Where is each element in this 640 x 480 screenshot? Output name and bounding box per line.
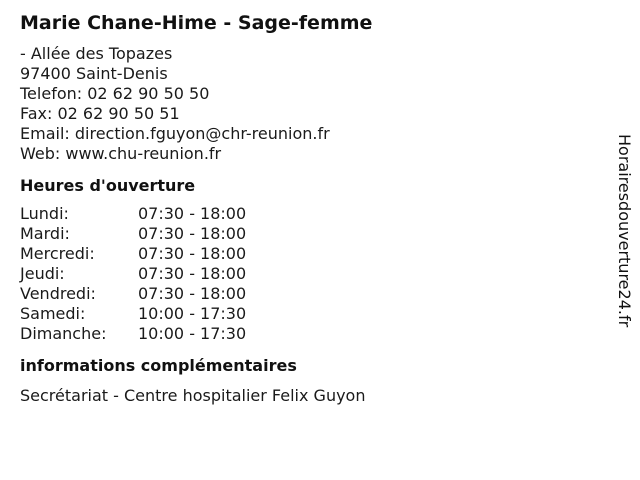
opening-hours-table (20, 204, 600, 344)
business-card (20, 10, 600, 406)
email-line: Email: direction.fguyon@chr-reunion.fr (20, 124, 330, 143)
additional-info-heading: informations complémentaires (20, 356, 297, 375)
hours-row-thursday (20, 264, 600, 284)
hours-row-friday (20, 284, 600, 304)
hours-time: 07:30 - 18:00 (138, 224, 247, 243)
hours-row-saturday (20, 304, 600, 324)
hours-time: 07:30 - 18:00 (138, 204, 247, 223)
phone-line: Telefon: 02 62 90 50 50 (20, 84, 210, 103)
business-name: Marie Chane-Hime - Sage-femme (20, 12, 373, 34)
hours-time: 10:00 - 17:30 (138, 304, 247, 323)
hours-day: Mardi: (20, 224, 70, 243)
hours-day: Vendredi: (20, 284, 96, 303)
additional-info-text: Secrétariat - Centre hospitalier Felix Guyon (20, 386, 366, 405)
hours-day: Lundi: (20, 204, 69, 223)
contact-block (20, 44, 600, 164)
address-street: - Allée des Topazes (20, 44, 173, 63)
fax-line: Fax: 02 62 90 50 51 (20, 104, 180, 123)
hours-row-wednesday (20, 244, 600, 264)
web-line: Web: www.chu-reunion.fr (20, 144, 222, 163)
opening-hours-heading: Heures d'ouverture (20, 176, 196, 195)
hours-day: Mercredi: (20, 244, 95, 263)
site-brand-label: Horairesdouverture24.fr (615, 134, 634, 328)
hours-row-sunday (20, 324, 600, 344)
hours-row-tuesday (20, 224, 600, 244)
hours-time: 07:30 - 18:00 (138, 244, 247, 263)
hours-row-monday (20, 204, 600, 224)
hours-day: Dimanche: (20, 324, 107, 343)
address-city: 97400 Saint-Denis (20, 64, 168, 83)
hours-time: 07:30 - 18:00 (138, 284, 247, 303)
hours-time: 07:30 - 18:00 (138, 264, 247, 283)
hours-day: Samedi: (20, 304, 86, 323)
hours-time: 10:00 - 17:30 (138, 324, 247, 343)
hours-day: Jeudi: (20, 264, 65, 283)
